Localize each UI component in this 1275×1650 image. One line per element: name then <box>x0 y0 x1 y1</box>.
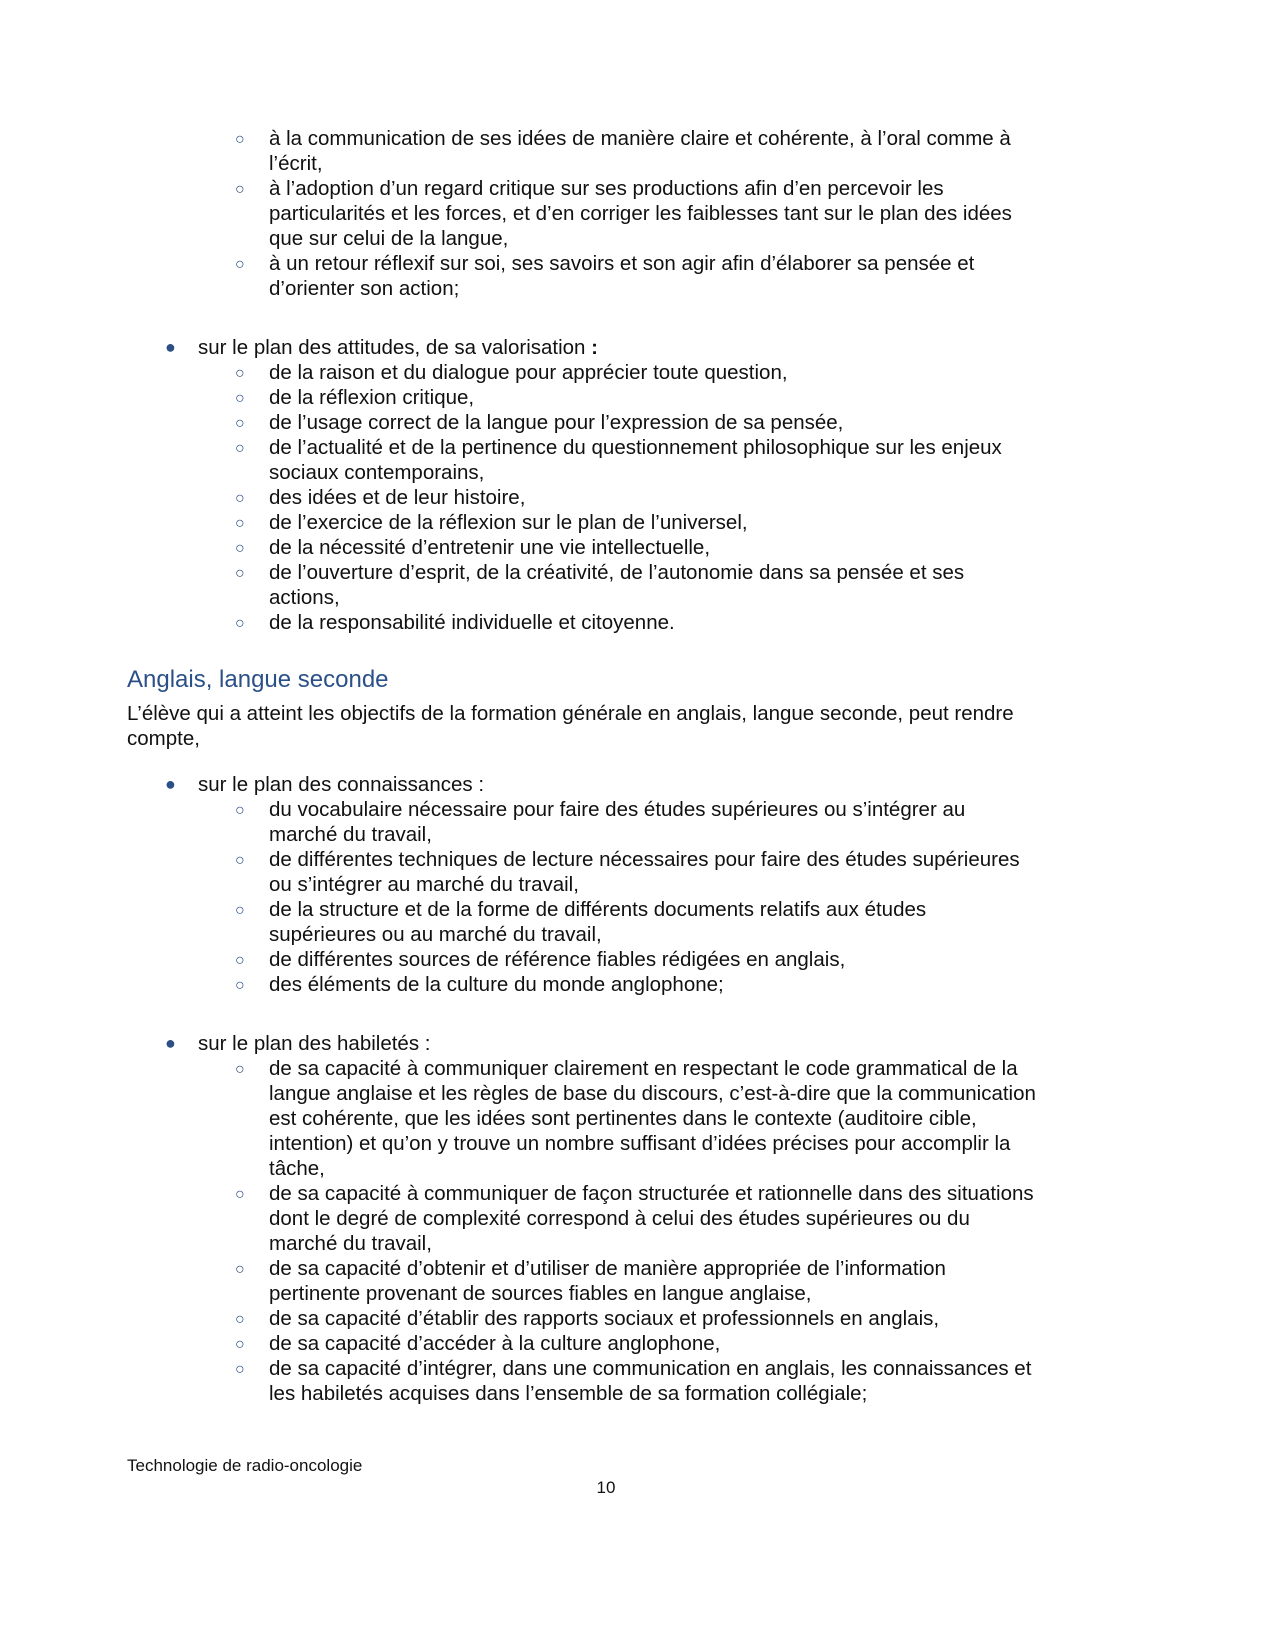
sublist-item <box>127 1356 1107 1406</box>
sublist-item <box>127 251 1107 301</box>
circle-bullet-icon: ○ <box>235 131 245 148</box>
section-paragraph: L’élève qui a atteint les objectifs de la formation générale en anglais, langue seconde, peut rendre compte, <box>127 702 1014 750</box>
circle-bullet-icon: ○ <box>235 1061 245 1078</box>
connaissances-sublist <box>127 797 1107 997</box>
circle-bullet-icon: ○ <box>235 515 245 532</box>
sublist-item-text: à la communication de ses idées de manière claire et cohérente, à l’oral comme à l’écrit, <box>269 127 1011 175</box>
sublist-item-text: de sa capacité à communiquer clairement en respectant le code grammatical de la langue anglaise et les règles de base du discours, c’est-à-dire que la communication est cohérente, que les idées sont pertinentes dans le contexte (auditoire cible, intention) et qu’on y trouve un nombre suffisant d’idées précises pour accomplir la tâche, <box>269 1057 1036 1180</box>
circle-bullet-icon: ○ <box>235 256 245 273</box>
bullet-habiletes <box>127 1031 1107 1056</box>
sublist-item <box>127 535 1107 560</box>
habiletes-label: sur le plan des habiletés : <box>198 1032 431 1055</box>
sublist-item-text: de la réflexion critique, <box>269 386 475 409</box>
sublist-item <box>127 1256 1107 1306</box>
sublist-item-text: de la structure et de la forme de différents documents relatifs aux études supérieures ou au marché du travail, <box>269 898 927 946</box>
circle-bullet-icon: ○ <box>235 1311 245 1328</box>
circle-bullet-icon: ○ <box>235 1336 245 1353</box>
sublist-item <box>127 560 1107 610</box>
sublist-item-text: du vocabulaire nécessaire pour faire des études supérieures ou s’intégrer au marché du travail, <box>269 798 966 846</box>
sublist-item-text: des idées et de leur histoire, <box>269 486 526 509</box>
bullet-attitudes <box>127 335 1107 360</box>
sublist-item-text: de la responsabilité individuelle et citoyenne. <box>269 611 675 634</box>
sublist-item <box>127 797 1107 847</box>
sublist-item-text: à un retour réflexif sur soi, ses savoirs et son agir afin d’élaborer sa pensée et d’orienter son action; <box>269 252 975 300</box>
sublist-item <box>127 485 1107 510</box>
sublist-item <box>127 947 1107 972</box>
sublist-item <box>127 385 1107 410</box>
sublist-item-text: des éléments de la culture du monde anglophone; <box>269 973 724 996</box>
circle-bullet-icon: ○ <box>235 390 245 407</box>
sublist-item <box>127 510 1107 535</box>
circle-bullet-icon: ○ <box>235 977 245 994</box>
circle-bullet-icon: ○ <box>235 615 245 632</box>
sublist-item-text: de l’exercice de la réflexion sur le plan de l’universel, <box>269 511 748 534</box>
circle-bullet-icon: ○ <box>235 1261 245 1278</box>
circle-bullet-icon: ○ <box>235 902 245 919</box>
circle-bullet-icon: ○ <box>235 565 245 582</box>
circle-bullet-icon: ○ <box>235 440 245 457</box>
sublist-item <box>127 176 1107 251</box>
sublist-item <box>127 847 1107 897</box>
attitudes-label: sur le plan des attitudes, de sa valorisation <box>198 336 592 359</box>
circle-bullet-icon: ○ <box>235 490 245 507</box>
sublist-item-text: de l’actualité et de la pertinence du questionnement philosophique sur les enjeux sociaux contemporains, <box>269 436 1002 484</box>
circle-bullet-icon: ○ <box>235 365 245 382</box>
habiletes-sublist <box>127 1056 1107 1406</box>
sublist-item <box>127 126 1107 176</box>
sublist-item <box>127 360 1107 385</box>
sublist-item-text: de sa capacité d’accéder à la culture anglophone, <box>269 1332 721 1355</box>
connaissances-label: sur le plan des connaissances : <box>198 773 485 796</box>
sublist-item-text: de différentes sources de référence fiables rédigées en anglais, <box>269 948 846 971</box>
sublist-item-text: de l’usage correct de la langue pour l’expression de sa pensée, <box>269 411 844 434</box>
sublist-item-text: de sa capacité à communiquer de façon structurée et rationnelle dans des situations dont le degré de complexité correspond à celui des études supérieures ou du marché du travail, <box>269 1182 1034 1255</box>
sublist-item-text: de sa capacité d’obtenir et d’utiliser de manière appropriée de l’information pertinente provenant de sources fiables en langue anglaise, <box>269 1257 946 1305</box>
circle-bullet-icon: ○ <box>235 1361 245 1378</box>
document-body <box>127 126 1107 1406</box>
circle-bullet-icon: ○ <box>235 802 245 819</box>
sublist-item-text: à l’adoption d’un regard critique sur ses productions afin d’en percevoir les particularités et les forces, et d’en corriger les faiblesses tant sur le plan des idées que sur celui de la langue, <box>269 177 1012 250</box>
section-heading: Anglais, langue seconde <box>127 666 389 693</box>
sublist-item <box>127 1181 1107 1256</box>
sublist-item-text: de la raison et du dialogue pour apprécier toute question, <box>269 361 788 384</box>
sublist-item-text: de sa capacité d’établir des rapports sociaux et professionnels en anglais, <box>269 1307 940 1330</box>
circle-bullet-icon: ○ <box>235 852 245 869</box>
circle-bullet-icon: ○ <box>235 952 245 969</box>
sublist-item <box>127 1306 1107 1331</box>
attitudes-colon: : <box>591 336 598 359</box>
footer-title: Technologie de radio-oncologie <box>127 1456 363 1475</box>
page-number: 10 <box>596 1478 616 1497</box>
sublist-item <box>127 972 1107 997</box>
sublist-item <box>127 610 1107 635</box>
intro-sublist <box>127 126 1107 301</box>
sublist-item <box>127 1056 1107 1181</box>
circle-bullet-icon: ○ <box>235 415 245 432</box>
bullet-connaissances <box>127 772 1107 797</box>
sublist-item-text: de l’ouverture d’esprit, de la créativité, de l’autonomie dans sa pensée et ses actions, <box>269 561 965 609</box>
sublist-item <box>127 410 1107 435</box>
sublist-item <box>127 435 1107 485</box>
bullet-icon: ● <box>165 1033 176 1053</box>
bullet-icon: ● <box>165 774 176 794</box>
circle-bullet-icon: ○ <box>235 181 245 198</box>
circle-bullet-icon: ○ <box>235 540 245 557</box>
circle-bullet-icon: ○ <box>235 1186 245 1203</box>
bullet-icon: ● <box>165 337 176 357</box>
sublist-item-text: de sa capacité d’intégrer, dans une communication en anglais, les connaissances et les habiletés acquises dans l’ensemble de sa formation collégiale; <box>269 1357 1032 1405</box>
sublist-item <box>127 897 1107 947</box>
attitudes-sublist <box>127 360 1107 635</box>
sublist-item <box>127 1331 1107 1356</box>
sublist-item-text: de la nécessité d’entretenir une vie intellectuelle, <box>269 536 711 559</box>
sublist-item-text: de différentes techniques de lecture nécessaires pour faire des études supérieures ou s’intégrer au marché du travail, <box>269 848 1020 896</box>
